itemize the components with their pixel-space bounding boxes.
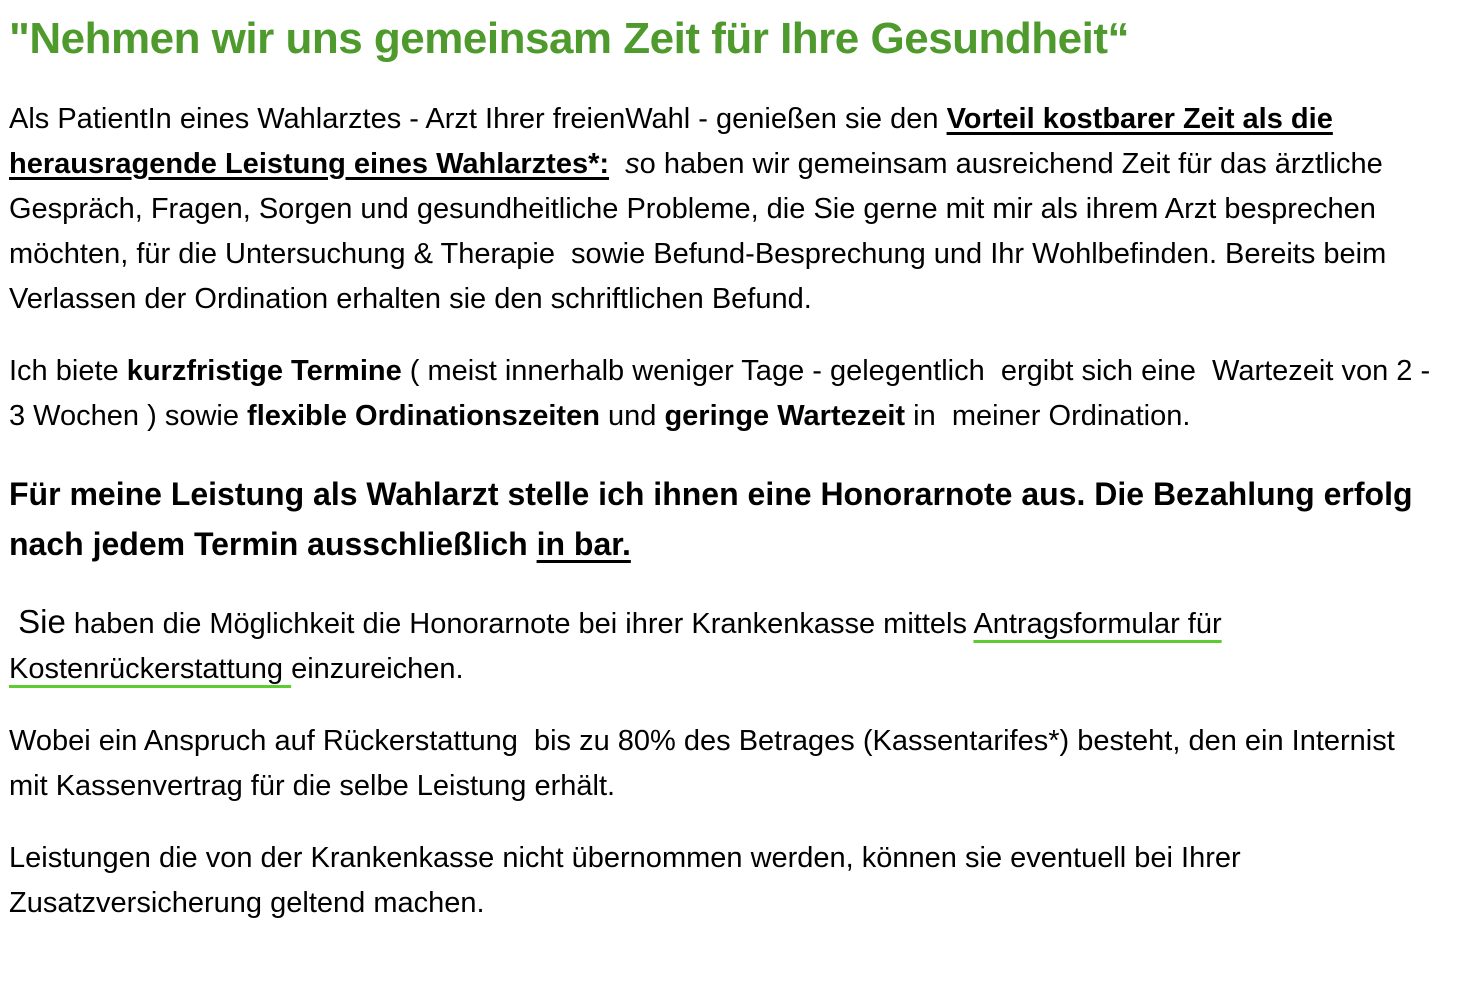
erstattung-text-1: haben die Möglichkeit die Honorarnote bei ihrer Krankenkasse mittels <box>65 607 974 640</box>
termine-bold-kurzfristige-termine: kurzfristige Termine <box>126 354 402 387</box>
intro-gap-text <box>609 148 625 180</box>
termine-bold-geringe-wartezeit: geringe Wartezeit <box>664 399 906 432</box>
paragraph-zusatz <box>9 836 1432 926</box>
honorar-text: Für meine Leistung als Wahlarzt stelle ich ihnen eine Honorarnote aus. Die Bezahlung erfolg nach jedem Termin ausschließlich <box>9 475 1413 562</box>
erstattung-text-2: einzureichen. <box>291 652 464 685</box>
honorar-in-bar-underlined: in bar. <box>536 525 631 562</box>
termine-bold-ordinationszeiten: flexible Ordinationszeiten <box>247 399 600 432</box>
paragraph-erstattung <box>9 599 1432 692</box>
page-title: "Nehmen wir uns gemeinsam Zeit für Ihre Gesundheit“ <box>9 14 1130 63</box>
anspruch-text: Wobei ein Anspruch auf Rückerstattung bis zu 80% des Betrages (Kassentarifes*) besteht, den ein Internist mit Kassenvertrag für die selbe Leistung erhält. <box>9 724 1395 802</box>
intro-highlight-text: Vorteil kostbarer Zeit als die herausragende Leistung eines Wahlarztes*: <box>9 102 1333 180</box>
kostenrueckerstattung-link[interactable]: Antragsformular für Kostenrückerstattung <box>9 607 1222 685</box>
paragraph-honorar <box>9 469 1432 569</box>
intro-italic-s: s <box>625 147 640 180</box>
intro-lead-text: Als PatientIn eines Wahlarztes - Arzt Ihrer freienWahl - genießen sie den <box>9 102 947 135</box>
termine-text-1: Ich biete <box>9 354 127 387</box>
termine-text-2: ( meist innerhalb weniger Tage - gelegentlich ergibt sich eine Wartezeit von 2 - 3 Wochen ) sowie <box>9 354 1431 432</box>
termine-text-3: und <box>599 399 665 432</box>
zusatz-text: Leistungen die von der Krankenkasse nicht übernommen werden, können sie eventuell bei Ihrer Zusatzversicherung geltend machen. <box>9 841 1241 919</box>
erstattung-lead-sie: Sie <box>9 602 66 640</box>
paragraph-anspruch <box>9 719 1432 809</box>
paragraph-intro <box>9 97 1432 322</box>
intro-rest-text: o haben wir gemeinsam ausreichend Zeit für das ärztliche Gespräch, Fragen, Sorgen und gesundheitliche Probleme, die Sie gerne mit mir als ihrem Arzt besprechen möchten, für die Untersuchung & Therapie sowie Befund-Besprechung und Ihr Wohlbefinden. Bereits beim Verlassen der Ordination erhalten sie den schriftlichen Befund. <box>9 147 1387 315</box>
paragraph-termine <box>9 349 1432 439</box>
termine-text-4: in meiner Ordination. <box>905 399 1191 432</box>
